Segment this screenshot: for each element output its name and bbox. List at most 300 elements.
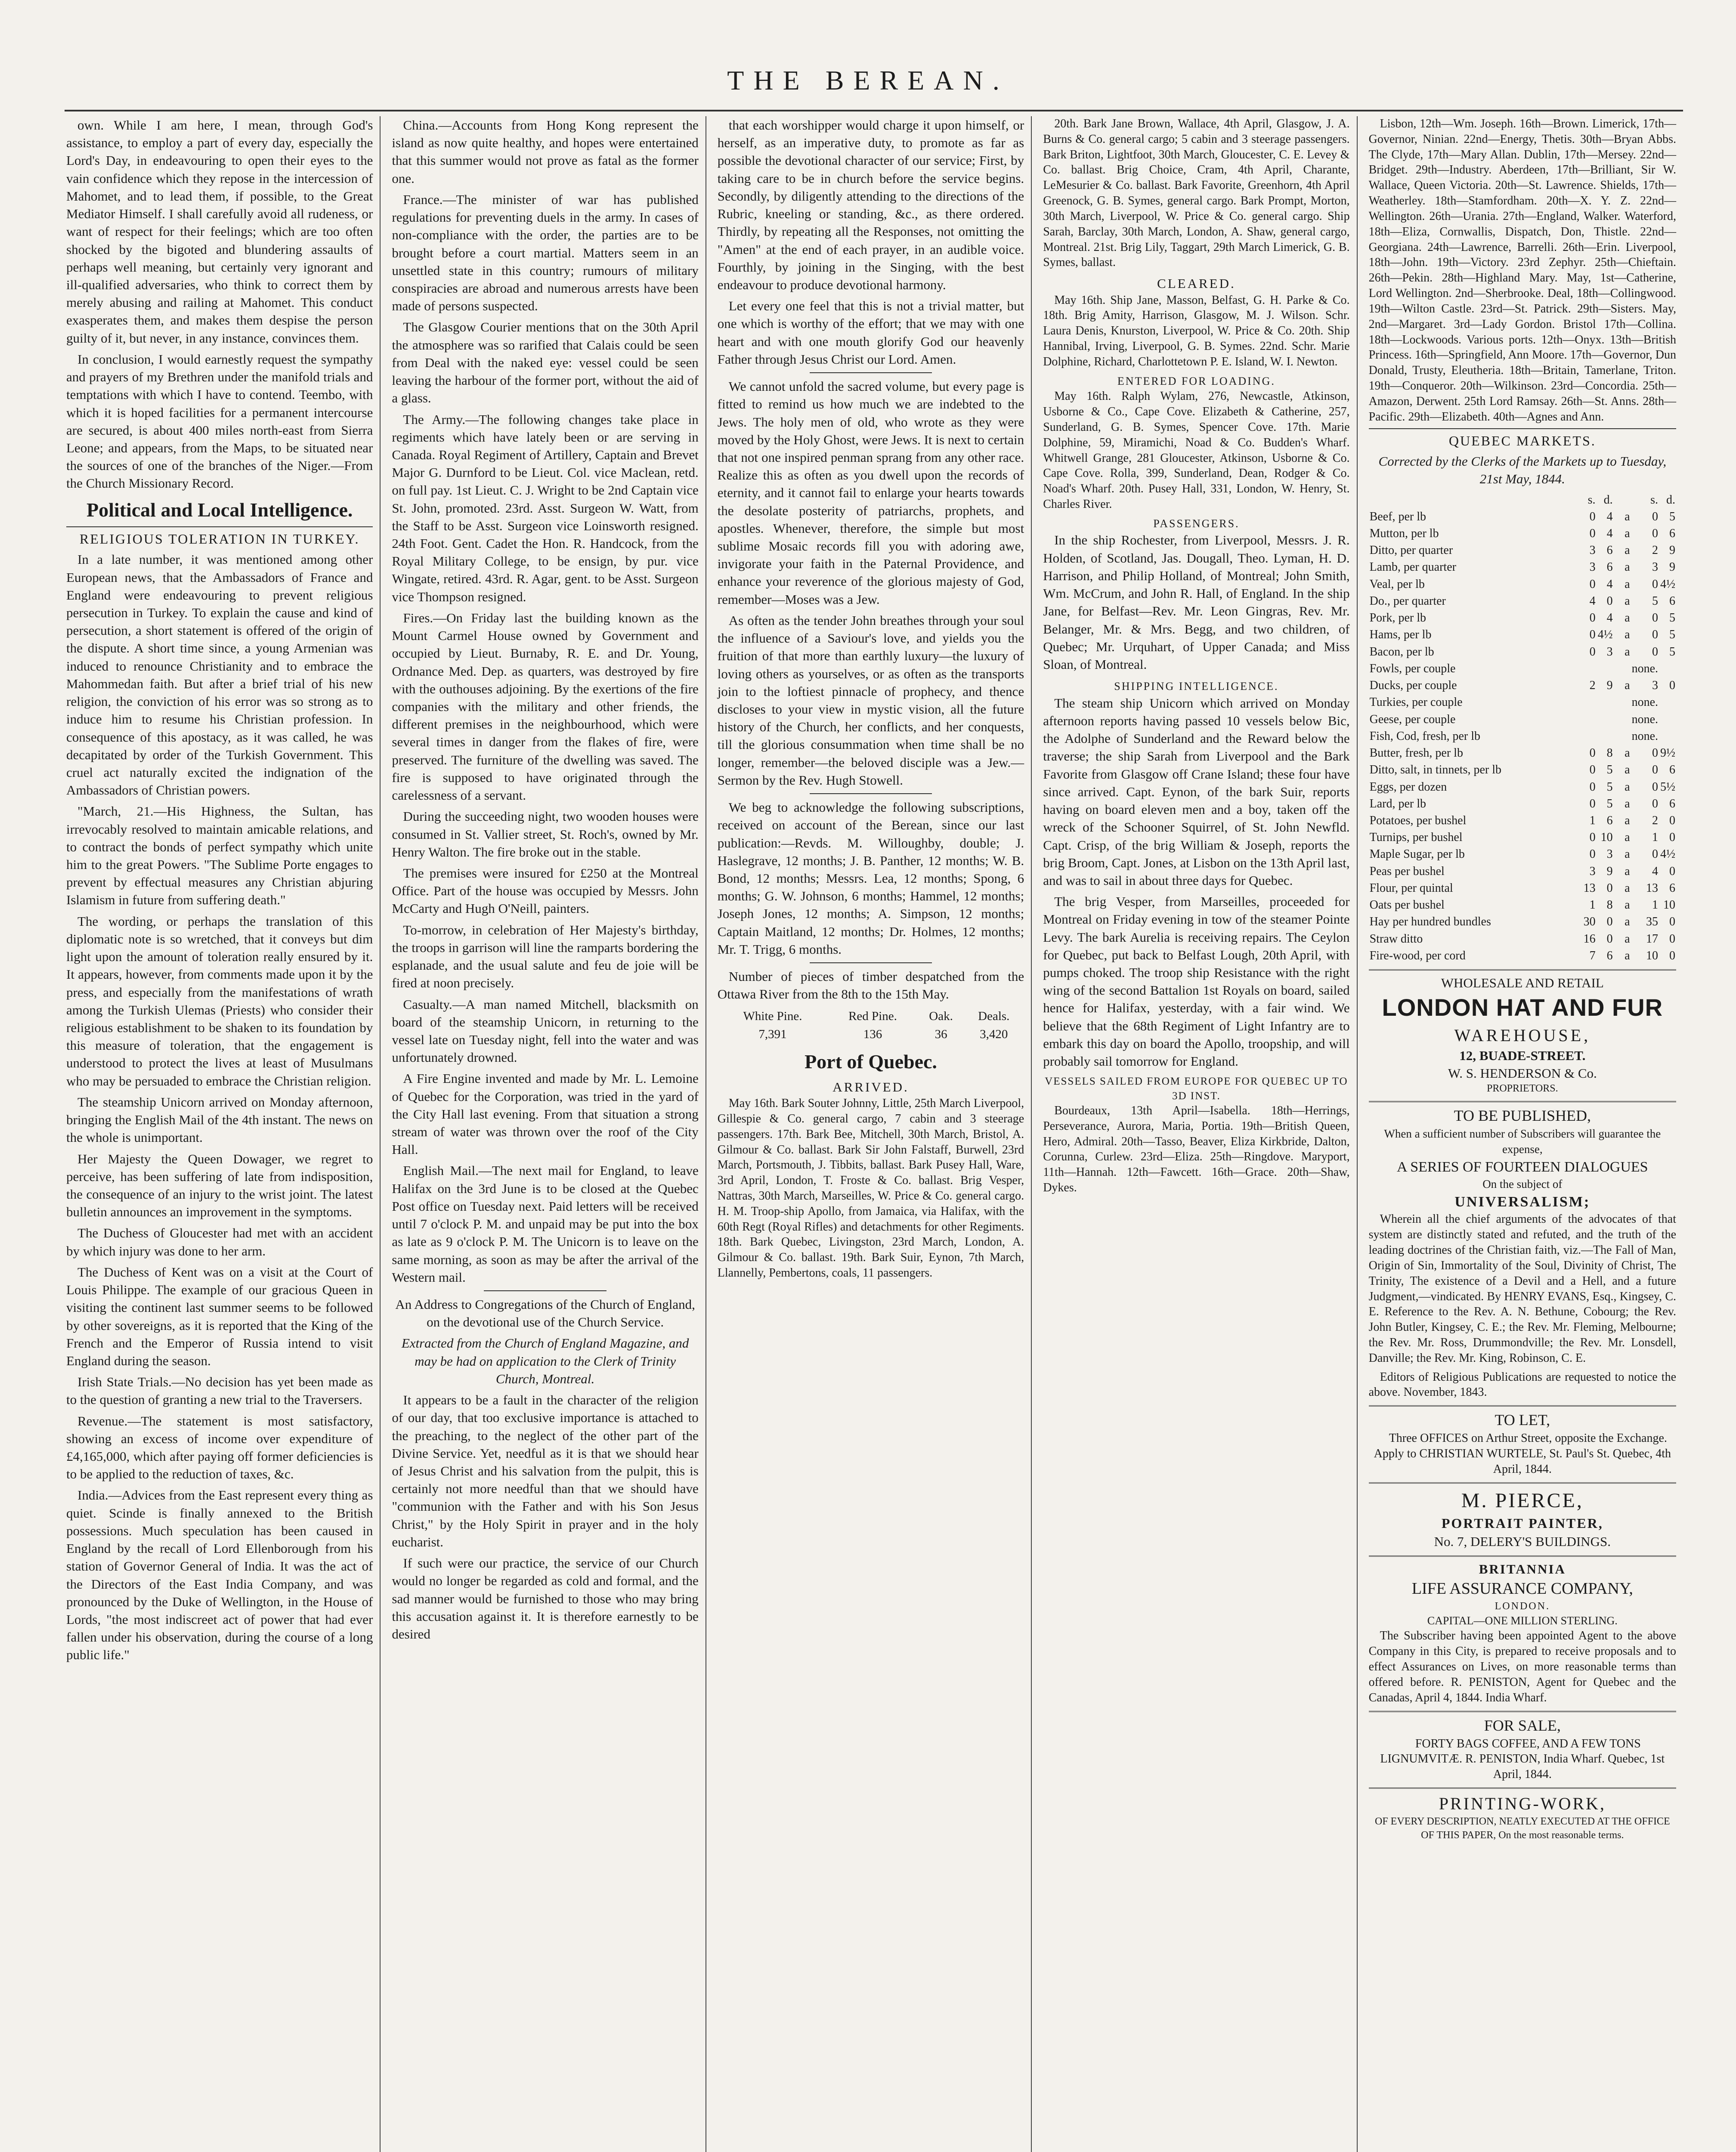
ad-hat-pre: WHOLESALE AND RETAIL [1441, 975, 1604, 991]
markets-price [1597, 711, 1614, 728]
subscriptions-acknowledgement: We beg to acknowledge the following subscriptions, received on account of the Berean, since our last publication:—Revds. M. Willoughby, double; J. Haslegrave, 12 months; J. B. Panther, 12 months; W. B. Bond, 12 months; Messrs. Lea, 12 months; Spong, 6 months; G. W. Johnson, 6 months; Hammel, 12 months; Joseph Jones, 12 months; A. Simpson, 12 months; Captain Maitland, 12 months; Dr. Holmes, 12 months; Mr. T. Trigg, 6 months. [717, 800, 1024, 957]
markets-price: 0 [1589, 831, 1596, 844]
address-paragraph: that each worshipper would charge it upon himself, or herself, as an imperative duty, to promote as far as possible the devotional character of our service; First, by taking care to be in church before the service begins. Secondly, by diligently attending to the directions of the Rubric, kneeling or standing, &c., as there ordered. Thirdly, by repeating all the Responses, not omitting the "Amen" at the end of each prayer, in an audible voice. Fourthly, by joining in the Singing, with the best endeavour to produce devotional harmony. [717, 117, 1024, 292]
markets-price: a [1625, 628, 1630, 642]
markets-row [1369, 542, 1676, 559]
markets-price: 30 [1583, 915, 1596, 929]
column-2 [390, 116, 706, 2152]
markets-price: none. [1631, 712, 1658, 726]
markets-price: 1 [1589, 814, 1596, 827]
sailed-list-continued: Lisbon, 12th—Wm. Joseph. 16th—Brown. Limerick, 17th—Governor, Ninian. 22nd—Energy, Thetis. 30th—Bryan Abbs. The Clyde, 17th—Mary Allan. Dublin, 17th—Mersey. 22nd—Bridget. 29th—Industry. Aberdeen, 17th—Brilliant, Sir W. Wallace, Queen Victoria. 20th—St. Lawrence. Shields, 17th—Weatherley. 18th—Stamfordham. 20th—X. Y. Z. 22nd—Wellington. 26th—Urania. 27th—England, Walker. Waterford, 18th—Eliza, Cornwallis, Dispatch, Don, Thistle. 22nd—Georgiana. 24th—Lawrence, Barrelli. 26th—Erin. Liverpool, 18th—John. 19th—Victory. 23rd Zephyr. 25th—Chieftain. 26th—Pekin. 28th—Highland Mary. May, 1st—Catherine, Lord Wellington. 2nd—Sherbrooke. Deal, 18th—Collingwood. 19th—Wilton Castle. 23rd—St. Patrick. 29th—Sisters. May, 2nd—Margaret. 3rd—Lady Gordon. Bristol 17th—Collina. 18th—Lockwoods. Various ports. 12th—Onyx. 13th—British Princess. 16th—Springfield, Ann Moore. 17th—Governor, Dun Donald, Trusty, Eleutheria. 18th—Britain, Tamerlane, Triton. 19th—Conqueror. 20th—Wilkinson. 23rd—Concordia. 25th—Amazon, Derwent. 25th Lord Ramsay. 26th—St. Anns. 28th—Pacific. 29th—Elizabeth. 40th—Agnes and Ann. [1368, 117, 1676, 424]
markets-row [1369, 812, 1676, 829]
markets-price: 5 [1606, 763, 1613, 777]
address-paragraph: If such were our practice, the service of our Church would no longer be regarded as cold and formal, and the sad manner would be furnished to those who may bring this accusation against it. It is therefore earnestly to be desired [392, 1555, 699, 1642]
markets-price: a [1625, 797, 1630, 810]
ad-to-let-body: Three OFFICES on Arthur Street, opposite the Exchange. Apply to CHRISTIAN WURTELE, St. Paul's St. Quebec, 4th April, 1844. [1374, 1432, 1671, 1476]
newspaper-page [65, 116, 1683, 2152]
markets-heading: QUEBEC MARKETS. [1369, 428, 1676, 450]
markets-price: 5½ [1660, 780, 1675, 794]
markets-header-row [1369, 492, 1676, 508]
markets-row [1369, 779, 1676, 795]
markets-col-head: s. [1587, 493, 1596, 507]
markets-price: a [1625, 544, 1630, 557]
markets-price [1579, 660, 1597, 677]
cleared-list: May 16th. Ship Jane, Masson, Belfast, G. H. Parke & Co. 18th. Brig Amity, Harrison, Glasgow, M. J. Wilson. Schr. Laura Denis, Knurston, Liverpool, W. Price & Co. 20th. Ship Hannibal, Irving, Liverpool, G. B. Symes. 22nd. Schr. Marie Dolphine, Richard, Charlottetown P. E. Island, W. I. Newton. [1043, 293, 1350, 368]
ad-hat-title: LONDON HAT AND FUR [1382, 994, 1663, 1021]
markets-price: 8 [1606, 746, 1613, 760]
markets-price: 2 [1589, 679, 1596, 693]
markets-price: 6 [1669, 527, 1675, 541]
cleared-heading: CLEARED. [1157, 276, 1236, 291]
timber-table [718, 1007, 1024, 1044]
markets-price: 9 [1669, 560, 1675, 574]
divider [810, 372, 932, 373]
news-item-china: China.—Accounts from Hong Kong represent the island as now quite healthy, and hopes were entertained that this summer would not prove as fatal as the former one. [392, 117, 699, 186]
markets-item: Bacon, per lb [1369, 645, 1434, 659]
markets-row [1369, 677, 1676, 694]
shipping-intelligence: The steam ship Unicorn which arrived on Monday afternoon reports having passed 10 vessels below Bic, the Adolphe of Sunderland and the Reward below the traverse; the ship Sarah from Liverpool and the Bark Favorite from Glasgow off Crane Island; these four have since arrived. Capt. Eynon, of the bark Suir, reports having on board eleven men and a boy, taken off the wreck of the Schooner Squirrel, of St. John Newfld. Capt. Crisp, of the brig William & Joseph, reports the brig Broom, Capt. Jones, at Lisbon on the 13th April last, and was to sail in about three days for Quebec. [1043, 695, 1350, 888]
markets-item: Turnips, per bushel [1369, 831, 1463, 844]
markets-row [1369, 660, 1676, 677]
markets-price: 9 [1606, 864, 1613, 878]
ad-printing-title: PRINTING-WORK, [1439, 1793, 1606, 1813]
markets-price: a [1625, 949, 1630, 962]
markets-price [1659, 711, 1676, 728]
news-item-casualty: Casualty.—A man named Mitchell, blacksmith on board of the steamship Unicorn, in returning to the vessel late on Tuesday night, fell into the water and was unfortunately drowned. [392, 996, 699, 1065]
ad-to-let-title: TO LET, [1495, 1411, 1550, 1429]
markets-price [1614, 728, 1631, 745]
timber-value: 3,420 [980, 1027, 1008, 1042]
ad-pierce-title: M. PIERCE, [1461, 1489, 1584, 1512]
markets-item: Straw ditto [1369, 932, 1423, 946]
column-5 [1367, 116, 1683, 2152]
markets-item: Pork, per lb [1369, 611, 1427, 625]
markets-row [1369, 829, 1676, 846]
news-item-kent: The Duchess of Kent was on a visit at the Court of Louis Philippe. The example of our gracious Queen in visiting the continent last summer seems to be followed by other sovereigns, as it is reported that the King of the French and the Emperor of Russia intend to visit England during the season. [66, 1264, 373, 1368]
arrivals-list: May 16th. Bark Souter Johnny, Little, 25th March Liverpool, Gillespie & Co. general cargo, 7 cabin and 3 steerage passengers. 17th. Bark Bee, Mitchell, 30th March, Bristol, A. Gilmour & Co. ballast. Bark Sir John Falstaff, Burwell, 23rd March, Portsmouth, J. Tibbits, ballast. Bark Pusey Hall, Ware, 3rd April, London, T. Froste & Co. ballast. Brig Vesper, Nattras, 30th March, Marseilles, W. Price & Co. general cargo. H. M. Troop-ship Apollo, from Jamaica, via Halifax, with the 60th Regt (Royal Rifles) and detachments for other Regiments. 18th. Bark Quebec, Livingston, 23rd March, London, A. Gilmour & Co. ballast. 19th. Bark Suir, Eynon, 7th March, Llannelly, Pembertons, coals, 11 passengers. [717, 1097, 1024, 1280]
markets-price: a [1625, 831, 1630, 844]
markets-price: 0 [1652, 645, 1658, 659]
news-item-revenue: Revenue.—The statement is most satisfactory, showing an excess of income over expenditure of £4,165,000, which after paying off former deficiencies is to be applied to the reduction of taxes, &c. [66, 1413, 373, 1482]
article-paragraph: In a late number, it was mentioned among other European news, that the Ambassadors of France and England were endeavouring to prevent religious persecution in Turkey. To explain the cause and kind of persecution, a short statement is offered of the origin of the dispute. A short time since, a young Armenian was induced to renounce Christianity and to embrace the Mahommedan faith. But after a brief trial of his new religion, the conviction of his error was so strong as to induce him to resume his Christian profession. In consequence of this apostacy, as it was called, he was decapitated by order of the Turkish Government. This cruel act naturally excited the indignation of the Ambassadors of Christian powers. [66, 552, 373, 798]
markets-item: Mutton, per lb [1369, 527, 1439, 541]
entered-heading: ENTERED FOR LOADING. [1117, 374, 1275, 387]
address-paragraph: It appears to be a fault in the character of the religion of our day, that too exclusive importance is attached to the preaching, to the neglect of the other part of the Divine Service. Yet, needful as it is that we should hear of Jesus Christ and his salvation from the pulpit, this is certainly not more needful than that we should have "communion with the Father and with his Son Jesus Christ," by the Holy Spirit in prayer and in the holy eucharist. [392, 1392, 699, 1549]
arrivals-list-continued: 20th. Bark Jane Brown, Wallace, 4th April, Glasgow, J. A. Burns & Co. general cargo; 5 cabin and 3 steerage passengers. Bark Briton, Lightfoot, 30th March, Gloucester, C. E. Levey & Co. ballast. Brig Choice, Cram, 4th April, Charante, LeMesurier & Co. ballast. Bark Favorite, Greenhorn, 4th April Greenock, G. B. Symes, general cargo. Bark Prompt, Morton, 30th March, Liverpool, W. Price & Co. general cargo. Ship Sarah, Barclay, 30th March, London, A. Shaw, general cargo, Montreal. 21st. Brig Lily, Taggart, 29th March Limerick, G. B. Symes, ballast. [1043, 117, 1350, 269]
markets-price: 0 [1652, 746, 1658, 760]
markets-price: 3 [1589, 864, 1596, 878]
markets-price: 7 [1589, 949, 1596, 962]
markets-item: Maple Sugar, per lb [1369, 847, 1465, 861]
ad-hat-warehouse [1369, 969, 1676, 1096]
markets-price: 0 [1652, 577, 1658, 591]
markets-price: 0 [1669, 932, 1675, 946]
divider [810, 962, 932, 963]
markets-col-head: d. [1603, 493, 1613, 507]
markets-price: 9½ [1660, 746, 1675, 760]
markets-price: none. [1631, 696, 1658, 709]
news-item-fires-3: The premises were insured for £250 at the Montreal Office. Part of the house was occupied by Messrs. John McCarty and Hugh O'Neill, painters. [392, 865, 699, 916]
markets-price: 0 [1652, 611, 1658, 625]
markets-row [1369, 880, 1676, 897]
markets-price: 0 [1652, 763, 1658, 777]
markets-price: 4 [1606, 510, 1613, 523]
markets-row [1369, 728, 1676, 745]
markets-item: Potatoes, per bushel [1369, 814, 1467, 827]
markets-price: 0 [1589, 527, 1596, 541]
markets-price [1659, 728, 1676, 745]
markets-item: Lamb, per quarter [1369, 560, 1456, 574]
markets-price: 0 [1652, 628, 1658, 642]
markets-item: Turkies, per couple [1369, 696, 1463, 709]
news-item-france: France.—The minister of war has published regulations for preventing duels in the army. In cases of non-compliance with the order, the parties are to be brought before a court martial. Matters seem in an unsettled state in this country; rumours of military conspiracies are abroad and numerous arrests have been made of persons suspected. [392, 192, 699, 314]
markets-price: 1 [1652, 898, 1658, 912]
markets-price: 1 [1652, 831, 1658, 844]
news-item-birthday: To-morrow, in celebration of Her Majesty's birthday, the troops in garrison will line the ramparts bordering the esplanade, and the usual salute and feu de joie will be fired at noon precisely. [392, 922, 699, 991]
markets-price: 0 [1606, 881, 1613, 895]
markets-price: 5 [1606, 797, 1613, 810]
news-item-engine: A Fire Engine invented and made by Mr. L. Lemoine of Quebec for the Corporation, was tried in the yard of the City Hall last evening. From that situation a strong stream of water was thrown over the roof of the City Hall. [392, 1071, 699, 1157]
markets-price: 10 [1600, 831, 1613, 844]
masthead [0, 0, 1736, 108]
markets-price: a [1625, 679, 1630, 693]
markets-price: 4 [1606, 527, 1613, 541]
markets-row [1369, 694, 1676, 711]
passengers-list: In the ship Rochester, from Liverpool, Messrs. J. R. Holden, of Scotland, Jas. Dougall, Theo. Lyman, H. D. Harrison, and Philip Holland, of Montreal; John Smith, Wm. McCrum, and John R. Hall, of England. In the ship Jane, for Belfast—Rev. Mr. Leon Gingras, Rev. Mr. Belanger, Mr. & Mrs. Begg, and two children, of Quebec; Mr. Urquhart, of Upper Canada; and Miss Sloan, of Montreal. [1043, 532, 1350, 672]
arrived-heading: ARRIVED. [832, 1079, 909, 1095]
markets-price: a [1625, 611, 1630, 625]
newspaper-title: THE BEREAN. [727, 65, 1009, 96]
markets-row [1369, 897, 1676, 913]
ad-to-let [1369, 1405, 1676, 1477]
markets-row [1369, 913, 1676, 930]
markets-price: 0 [1669, 679, 1675, 693]
column-1 [65, 116, 381, 2152]
markets-price: 0 [1589, 645, 1596, 659]
ad-dialogues-topic: UNIVERSALISM; [1454, 1194, 1591, 1210]
markets-price: 5 [1669, 628, 1675, 642]
markets-row [1369, 795, 1676, 812]
markets-price: a [1625, 577, 1630, 591]
divider [484, 1290, 607, 1291]
markets-item: Lard, per lb [1369, 797, 1426, 810]
timber-header: Oak. [929, 1009, 953, 1023]
ad-printing [1369, 1787, 1676, 1843]
markets-price: a [1625, 510, 1630, 523]
markets-price: 0 [1669, 814, 1675, 827]
markets-price: a [1625, 847, 1630, 861]
markets-price: 4 [1606, 577, 1613, 591]
markets-price: a [1625, 780, 1630, 794]
markets-price: a [1625, 645, 1630, 659]
sailed-list: Bourdeaux, 13th April—Isabella. 18th—Herrings, Perseverance, Aurora, Maria, Portia. 19th—British Queen, Hero, Admiral. 20th—Tasso, Beaver, Eliza Kirkbride, Dalton, Corunna, Curlew. 23rd—Eliza. 25th—Ringdove. Maryport, 11th—Hannah. 12th—Fawcett. 16th—Grace. 20th—Shaw, Dykes. [1043, 1104, 1350, 1194]
ad-dialogues-body: Wherein all the chief arguments of the advocates of that system are distinctly stated and refuted, and the truth of the leading doctrines of the Christian faith, viz.—The Fall of Man, Origin of Sin, Immortality of the Soul, Divinity of Christ, The Trinity, The existence of a Devil and a Hell, and a future Judgment,—vindicated. By HENRY EVANS, Esq., Kingsey, C. E. Reference to the Rev. A. N. Bethune, Cobourg; the Rev. John Butler, Kingsey, C. E.; the Rev. Mr. Fleming, Melbourne; the Rev. Mr. Ross, Drummondville; the Rev. Mr. Lonsdell, Danville; the Rev. Mr. King, Robinson, C. E. [1368, 1212, 1676, 1365]
ad-britannia-capital: CAPITAL—ONE MILLION STERLING. [1427, 1614, 1618, 1627]
markets-price: 0 [1652, 527, 1658, 541]
ad-dialogues-series: A SERIES OF FOURTEEN DIALOGUES [1397, 1159, 1648, 1175]
ad-britannia-body: The Subscriber having been appointed Agent to the above Company in this City, is prepared to receive proposals and to effect Assurances on Lives, on more reasonable terms than offered before. R. PENISTON, Agent for Quebec and the Canadas, April 4, 1844. India Wharf. [1368, 1629, 1676, 1704]
timber-value: 136 [863, 1027, 882, 1042]
markets-price [1659, 694, 1676, 711]
markets-price: 5 [1606, 780, 1613, 794]
markets-item: Ditto, salt, in tinnets, per lb [1369, 763, 1502, 777]
markets-price: a [1625, 932, 1630, 946]
article-paragraph: The wording, or perhaps the translation of this diplomatic note is so wretched, that it conveys but dim light upon the amount of toleration really ensured by it. It appears, however, from comments made upon it by the press, and especially from the manifestations of wrath among the Turkish Ulemas (Priests) who consider their religious establishment to be shaken to its foundation by this measure of toleration, that the engagement is understood to protect the lives at least of Musulmans who may be persuaded to embrace the Christian religion. [66, 913, 373, 1088]
markets-price: 4 [1606, 611, 1613, 625]
markets-price: 3 [1652, 560, 1658, 574]
markets-subheading: Corrected by the Clerks of the Markets up to Tuesday, 21st May, 1844. [1378, 454, 1667, 487]
markets-row [1369, 559, 1676, 575]
article-paragraph: "March, 21.—His Highness, the Sultan, has irrevocably resolved to maintain amicable relations, and to contract the bonds of perfect sympathy which unite him to the great Powers. "The Sublime Porte engages to prevent by effectual measures any Christian abjuring Islamism in future from suffering death." [66, 804, 373, 908]
markets-row [1369, 525, 1676, 542]
markets-item: Oats per bushel [1369, 898, 1445, 912]
markets-price: 4 [1652, 864, 1658, 878]
markets-item: Hay per hundred bundles [1369, 915, 1491, 929]
timber-header: Red Pine. [848, 1009, 897, 1023]
timber-header: Deals. [978, 1009, 1010, 1023]
markets-price: 17 [1646, 932, 1658, 946]
markets-price: 13 [1583, 881, 1596, 895]
markets-item: Ditto, per quarter [1369, 544, 1453, 557]
article-heading-toleration: RELIGIOUS TOLERATION IN TURKEY. [66, 526, 373, 548]
ad-for-sale-body: FORTY BAGS COFFEE, AND A FEW TONS LIGNUMVITÆ. R. PENISTON, India Wharf. Quebec, 1st April, 1844. [1380, 1737, 1665, 1781]
markets-price: 0 [1669, 831, 1675, 844]
sermon-paragraph: As often as the tender John breathes through your soul the influence of a Saviour's love, and yields you the fruition of that more than earthly luxury—the luxury of loving others as yourselves, or as often as the transports join to the loftiest pinnacle of prophecy, and thence discloses to your view in mystic vision, all the future history of the Church, her conflicts, and her conquests, till the glorious consummation when time shall be no longer, remember—the beloved disciple was a Jew.—Sermon by the Rev. Hugh Stowell. [717, 612, 1024, 788]
markets-price: 0 [1652, 797, 1658, 810]
markets-price: 0 [1589, 797, 1596, 810]
section-heading-political: Political and Local Intelligence. [86, 498, 353, 521]
markets-price: 4 [1589, 594, 1596, 608]
markets-price: none. [1631, 729, 1658, 743]
ad-for-sale [1369, 1711, 1676, 1782]
markets-price [1597, 728, 1614, 745]
news-item-fires: Fires.—On Friday last the building known as the Mount Carmel House owned by Government and occupied by Lieut. Burnaby, R. E. and Dr. Young, Ordnance Med. Dep. as quarters, was destroyed by fire with the outhouses adjoining. By the exertions of the fire companies with the military and other friends, the different premises in the neighbourhood, which were several times in danger from the flakes of fire, were preserved. The furniture of the dwelling was saved. The fire is supposed to have originated through the carelessness of a servant. [392, 610, 699, 803]
markets-price: 3 [1606, 645, 1613, 659]
markets-item: Eggs, per dozen [1369, 780, 1447, 794]
column-4 [1041, 116, 1357, 2152]
markets-price: 35 [1646, 915, 1658, 929]
ad-hat-address: 12, BUADE-STREET. [1459, 1048, 1586, 1063]
markets-price: 5 [1652, 594, 1658, 608]
markets-price: 10 [1646, 949, 1658, 962]
markets-price [1579, 694, 1597, 711]
markets-price: 13 [1646, 881, 1658, 895]
markets-row [1369, 947, 1676, 964]
news-item-glasgow: The Glasgow Courier mentions that on the 30th April the atmosphere was so rarified that Calais could be seen from Deal with the naked eye: vessel could be seen leaving the harbour of the former port, without the aid of a glass. [392, 319, 699, 406]
markets-price: a [1625, 898, 1630, 912]
masthead-rule [65, 110, 1683, 111]
markets-row [1369, 931, 1676, 947]
markets-price: 4½ [1597, 628, 1613, 642]
markets-price: 6 [1606, 949, 1613, 962]
markets-item: Fowls, per couple [1369, 662, 1456, 675]
timber-value: 36 [935, 1027, 947, 1042]
markets-price: a [1625, 763, 1630, 777]
markets-price: 3 [1589, 560, 1596, 574]
markets-item: Hams, per lb [1369, 628, 1432, 642]
markets-row [1369, 508, 1676, 525]
markets-price [1659, 660, 1676, 677]
markets-price: 9 [1669, 544, 1675, 557]
news-item-unicorn: The steamship Unicorn arrived on Monday afternoon, bringing the English Mail of the 4th instant. The news on the whole is unimportant. [66, 1094, 373, 1145]
divider [810, 793, 932, 794]
markets-price: a [1625, 814, 1630, 827]
markets-row [1369, 643, 1676, 660]
markets-price: 2 [1652, 544, 1658, 557]
ad-britannia-title: LIFE ASSURANCE COMPANY, [1411, 1580, 1633, 1598]
ad-hat-owner: W. S. HENDERSON & Co. [1448, 1066, 1597, 1081]
markets-price: 0 [1669, 864, 1675, 878]
markets-price: 16 [1583, 932, 1596, 946]
address-paragraph: Let every one feel that this is not a trivial matter, but one which is worthy of the effort; that we may with one heart and with one mouth glorify God our heavenly Father through Jesus Christ our Lord. Amen. [717, 298, 1024, 367]
markets-price: 0 [1652, 510, 1658, 523]
ad-dialogues-note: Editors of Religious Publications are requested to notice the above. November, 1843. [1368, 1370, 1676, 1399]
markets-price [1614, 660, 1631, 677]
markets-price: 0 [1589, 763, 1596, 777]
ad-pierce-address: No. 7, DELERY'S BUILDINGS. [1434, 1534, 1611, 1549]
markets-price: 5 [1669, 611, 1675, 625]
markets-price: a [1625, 594, 1630, 608]
markets-price: 0 [1669, 915, 1675, 929]
news-item-mail: English Mail.—The next mail for England, to leave Halifax on the 3rd June is to be closed at the Quebec Post office on Tuesday next. Paid letters will be received until 7 o'clock P. M. and unpaid may be put into the box as late as 9 o'clock P. M. The Unicorn is to leave on the same morning, as soon as may be after the arrival of the Western mail. [392, 1163, 699, 1285]
markets-row [1369, 593, 1676, 609]
markets-price: 2 [1652, 814, 1658, 827]
markets-item: Do., per quarter [1369, 594, 1446, 608]
markets-price [1579, 711, 1597, 728]
ad-dialogues-condition: When a sufficient number of Subscribers will guarantee the expense, [1384, 1127, 1661, 1156]
ad-britannia-pre: BRITANNIA [1479, 1561, 1566, 1577]
markets-price: 3 [1606, 847, 1613, 861]
markets-price: 0 [1606, 932, 1613, 946]
markets-row [1369, 761, 1676, 778]
markets-price: 0 [1652, 780, 1658, 794]
markets-row [1369, 609, 1676, 626]
markets-price [1579, 728, 1597, 745]
news-item-queen: Her Majesty the Queen Dowager, we regret to perceive, has been suffering of late from indisposition, the consequence of an injury to the wrist joint. The latest bulletin announces an improvement in the symptoms. [66, 1151, 373, 1220]
markets-price: 0 [1589, 847, 1596, 861]
markets-price: 10 [1663, 898, 1675, 912]
markets-price: 0 [1589, 510, 1596, 523]
markets-price [1597, 694, 1614, 711]
timber-header: White Pine. [743, 1009, 802, 1023]
markets-price: 3 [1589, 544, 1596, 557]
markets-price: 5 [1669, 510, 1675, 523]
markets-price: 0 [1652, 847, 1658, 861]
markets-price [1614, 694, 1631, 711]
markets-item: Ducks, per couple [1369, 679, 1457, 693]
ad-dialogues [1369, 1101, 1676, 1400]
ad-pierce-sub: PORTRAIT PAINTER, [1441, 1515, 1603, 1531]
markets-price: 6 [1669, 594, 1675, 608]
ad-dialogues-subject: On the subject of [1482, 1178, 1563, 1191]
markets-price: 8 [1606, 898, 1613, 912]
markets-price: a [1625, 915, 1630, 929]
markets-price: a [1625, 746, 1630, 760]
ad-britannia [1369, 1555, 1676, 1705]
mission-letter: own. While I am here, I mean, through God's assistance, to employ a part of every day, especially the Lord's Day, in endeavouring to open their eyes to the vain confidence which they repose in the intercession of Mahomet, and to lead them, if possible, to the Great Mediator Himself. I shall carefully avoid all rudeness, or want of respect for their feelings; which are too often shocked by the bigoted and blundering assaults of perhaps well meaning, but certainly very ignorant and ill-qualified adversaries, who think to correct them by merely abusing and railing at Mahomet. This conduct exasperates them, and makes them despise the person guilty of it, but never, in any instance, convinces them. [66, 117, 373, 346]
markets-price: 0 [1589, 611, 1596, 625]
sailed-heading: VESSELS SAILED FROM EUROPE FOR QUEBEC UP TO 3D INST. [1045, 1076, 1348, 1102]
markets-price: 0 [1606, 594, 1613, 608]
markets-price: 0 [1589, 577, 1596, 591]
sermon-paragraph: We cannot unfold the sacred volume, but every page is fitted to remind us how much we are indebted to the Jews. The holy men of old, who wrote as they were moved by the Holy Ghost, were Jews. It is next to certain that not one inspired penman sprang from any other race. Realize this as often as you dwell upon the records of eternity, and it cannot fail to enlarge your hearts towards the desolate posterity of patriarchs, prophets, and apostles. Whenever, therefore, the simple but most sublime Mosaic records fill you with adoring awe, invigorate your faith in the Paternal Providence, and enhance your reverence of the glorious majesty of God, remember—Moses was a Jew. [717, 379, 1024, 607]
markets-item: Peas per bushel [1369, 864, 1445, 878]
news-item-army: The Army.—The following changes take place in regiments which have lately been or are serving in Canada. Royal Regiment of Artillery, Captain and Brevet Major G. Durnford to be Lieut. Col. vice Maclean, retd. on full pay. 1st Lieut. C. J. Wright to be 2nd Captain vice St. John, promoted. 23rd. Asst. Surgeon W. Watt, from the Staff to be Asst. Surgeon vice Loinsworth resigned. 24th Foot. Gent. Cadet the Hon. R. Handcock, from the Royal Military College, to be ensign, by pur. vice Wingate, retired. 43rd. R. Agar, gent. to be Asst. Surgeon vice Thompson resigned. [392, 411, 699, 604]
markets-row [1369, 745, 1676, 761]
markets-price: 6 [1669, 881, 1675, 895]
markets-price: a [1625, 527, 1630, 541]
timber-value: 7,391 [758, 1027, 787, 1042]
ad-britannia-city: LONDON. [1495, 1601, 1550, 1612]
markets-table [1369, 492, 1676, 965]
markets-row [1369, 863, 1676, 880]
markets-price: 0 [1589, 628, 1596, 642]
markets-price: a [1625, 881, 1630, 895]
markets-price: 0 [1589, 746, 1596, 760]
markets-item: Fish, Cod, fresh, per lb [1369, 729, 1481, 743]
markets-row [1369, 576, 1676, 593]
ad-pierce [1369, 1482, 1676, 1551]
markets-price: 0 [1589, 780, 1596, 794]
markets-price: a [1625, 560, 1630, 574]
markets-col-head [1614, 492, 1631, 508]
section-heading-port: Port of Quebec. [805, 1050, 937, 1073]
markets-col-head: d. [1666, 493, 1675, 507]
markets-row [1369, 846, 1676, 863]
timber-intro: Number of pieces of timber despatched from the Ottawa River from the 8th to the 15th May. [717, 969, 1024, 1002]
markets-price: 6 [1606, 544, 1613, 557]
markets-price: 3 [1652, 679, 1658, 693]
ad-for-sale-title: FOR SALE, [1484, 1716, 1561, 1734]
ad-dialogues-title: TO BE PUBLISHED, [1454, 1107, 1591, 1125]
markets-price: 6 [1606, 814, 1613, 827]
news-item-gloucester: The Duchess of Gloucester had met with an accident by which injury was done to her arm. [66, 1225, 373, 1258]
markets-price: 0 [1669, 949, 1675, 962]
markets-col-head: s. [1650, 493, 1658, 507]
markets-item: Geese, per couple [1369, 712, 1456, 726]
column-3 [716, 116, 1032, 2152]
markets-price: 9 [1606, 679, 1613, 693]
address-source: Extracted from the Church of England Magazine, and may be had on application to the Clerk of Trinity Church, Montreal. [401, 1336, 689, 1386]
ad-hat-role: PROPRIETORS. [1486, 1083, 1558, 1095]
markets-price: 6 [1669, 797, 1675, 810]
markets-item: Beef, per lb [1369, 510, 1426, 523]
markets-item: Flour, per quintal [1369, 881, 1453, 895]
news-item-fires-2: During the succeeding night, two wooden houses were consumed in St. Vallier street, St. Roch's, owned by Mr. Henry Walton. The fire broke out in the stable. [392, 809, 699, 860]
shipping-intelligence: The brig Vesper, from Marseilles, proceeded for Montreal on Friday evening in tow of the steamer Pointe Levy. The bark Aurelia is receiving repairs. The Ceylon for Quebec, put back to Belfast Lough, 20th April, with pumps choked. The troop ship Resistance with the right wing of the second Battalion 1st Royals on board, sailed hence for Halifax, yesterday, with a fair wind. We believe that the 68th Regiment of Light Infantry are to embark this day on board the Apollo, troopship, and will probably sail tomorrow for England. [1043, 894, 1350, 1069]
markets-price: 5 [1669, 645, 1675, 659]
markets-item: Veal, per lb [1369, 577, 1425, 591]
markets-price: 6 [1669, 763, 1675, 777]
markets-price [1597, 660, 1614, 677]
markets-price: 0 [1606, 915, 1613, 929]
ad-printing-body: OF EVERY DESCRIPTION, NEATLY EXECUTED AT THE OFFICE OF THIS PAPER, On the most reasonable terms. [1374, 1816, 1670, 1841]
markets-price: none. [1631, 662, 1658, 675]
ad-hat-sub: WAREHOUSE, [1454, 1025, 1591, 1045]
markets-item: Butter, fresh, per lb [1369, 746, 1463, 760]
entered-list: May 16th. Ralph Wylam, 276, Newcastle, Atkinson, Usborne & Co., Cape Cove. Elizabeth & Catherine, 257, Sunderland, G. B. Symes, Spencer Cove. 17th. Marie Dolphine, 59, Miramichi, Noad & Co. Budden's Wharf. Whitwell Grange, 281 Gloucester, Atkinson, Usborne & Co. Cape Cove. Rolla, 399, Sunderland, Dean, Rodger & Co. Noad's Wharf. 20th. Pusey Hall, 331, London, W. Henry, St. Charles River. [1043, 390, 1350, 511]
markets-row [1369, 711, 1676, 728]
news-item-irish: Irish State Trials.—No decision has yet been made as to the question of granting a new trial to the Traversers. [66, 1374, 373, 1407]
markets-price: 4½ [1660, 847, 1675, 861]
mission-letter-conclusion: In conclusion, I would earnestly request the sympathy and prayers of my Brethren under the manifold trials and temptations with which I have to contend. Teembo, with which it is hoped facilities for a permanent intercourse are secured, is about 400 miles north-east from Sierra Leone; and appears, from the Maps, to be situated near the sources of one of the branches of the Niger.—From the Church Missionary Record. [66, 351, 373, 491]
news-item-india: India.—Advices from the East represent every thing as quiet. Scinde is finally annexed to the British possessions. Much speculation has been caused in England by the recall of Lord Ellenborough from his station of Governor General of India. It was the act of the Directors of the East India Company, and was pronounced by the Duke of Wellington, in the House of Lords, "the most indiscreet act of power that had ever fallen under his observation, during the course of a long public life." [66, 1487, 373, 1663]
address-heading: An Address to Congregations of the Church of England, on the devotional use of the Church Service. [395, 1297, 695, 1330]
markets-price: a [1625, 864, 1630, 878]
passengers-heading: PASSENGERS. [1153, 517, 1240, 530]
markets-price: 4½ [1660, 577, 1675, 591]
shipping-heading: SHIPPING INTELLIGENCE. [1114, 680, 1279, 693]
